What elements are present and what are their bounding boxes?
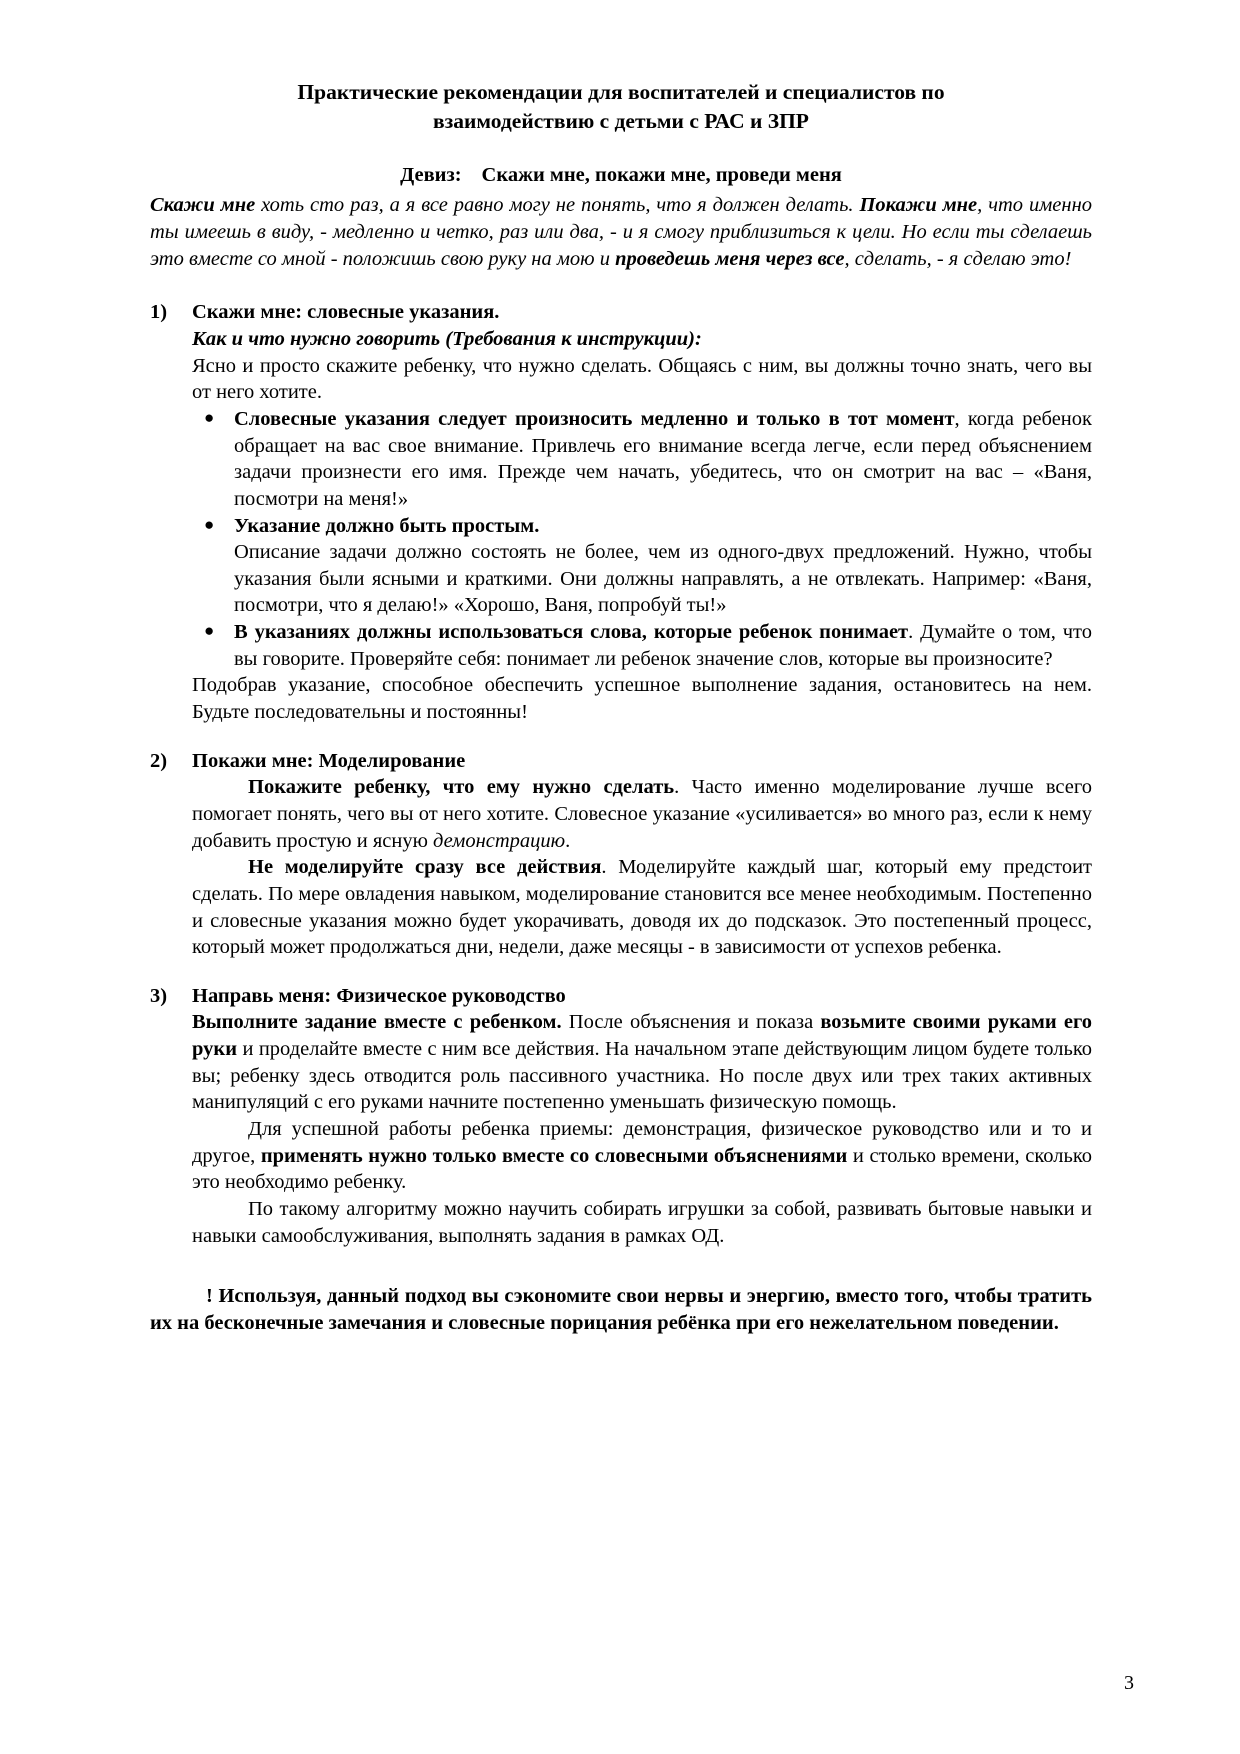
section-3-marker: 3): [150, 984, 168, 1007]
epigraph-bold-3: проведешь меня через все: [615, 248, 845, 271]
sections-list: [150, 299, 1092, 1249]
epigraph-text-3: , сделать, - я сделаю это!: [844, 248, 1072, 271]
section-1: [150, 299, 1092, 725]
motto-label: Девиз:: [400, 164, 462, 187]
page-title: [150, 78, 1092, 136]
list-item: [192, 619, 1092, 672]
section-2-p1-bold: Покажите ребенку, что ему нужно сделать: [248, 776, 675, 799]
bullet-1-rest: , когда ребенок обращает на вас свое внимание. Привлечь его внимание всегда легче, если перед объяснением задачи произнести его имя. Прежде чем начать, убедитесь, что он смотрит на вас – «Ваня, посмотри на меня!»: [234, 407, 1092, 510]
bullet-icon: ●: [204, 514, 215, 534]
bullet-icon: ●: [204, 407, 215, 427]
section-2-p1-text-1: . Часто именно моделирование лучше всего помогает понять, чего вы от него хотите. Словесное указание «усиливается» во много раз, если к нему добавить простую и ясную: [192, 776, 1092, 852]
section-2-p2-text: . Моделируйте каждый шаг, который ему предстоит сделать. По мере овладения навыком, моделирование становится все менее необходимым. Постепенно и словесные указания можно будет укорачивать, доводя их до подсказок. Это постепенный процесс, который может продолжаться дни, недели, даже месяцы - в зависимости от успехов ребенка.: [192, 856, 1093, 959]
section-3-title: Направь меня: Физическое руководство: [192, 984, 566, 1007]
section-2-title: Покажи мне: Моделирование: [192, 749, 466, 772]
page-title-line-1: Практические рекомендации для воспитателей и специалистов по: [297, 80, 945, 104]
section-2-marker: 2): [150, 749, 168, 772]
section-3-p2-bold: применять нужно только вместе со словесными объяснениями: [260, 1144, 848, 1167]
bullet-2-after: Описание задачи должно состоять не более, чем из одного-двух предложений. Нужно, чтобы указания были ясными и краткими. Они должны направлять, а не отвлекать. Например: «Ваня, посмотри, что я делаю!» «Хорошо, Ваня, попробуй ты!»: [234, 541, 1092, 617]
section-3-paragraph-3: По такому алгоритму можно научить собирать игрушки за собой, развивать бытовые навыки и навыки самообслуживания, выполнять задания в рамках ОД.: [192, 1197, 1092, 1247]
page-number: 3: [1124, 1672, 1134, 1694]
section-3-p1-bold-2: возьмите своими руками его руки: [192, 1011, 1093, 1061]
epigraph-text-1: хоть сто раз, а я все равно могу не понять, что я должен делать.: [255, 193, 860, 216]
section-3-paragraph-1: [192, 1009, 1092, 1116]
section-2-paragraph-1: [192, 774, 1092, 854]
section-1-title: Скажи мне: словесные указания.: [192, 301, 500, 324]
epigraph-bold-2: Покажи мне: [859, 193, 978, 216]
bullet-3-bold: В указаниях должны использоваться слова, которые ребенок понимает: [234, 621, 909, 644]
section-3: [150, 983, 1092, 1249]
closing-paragraph: ! Используя, данный подход вы сэкономите свои нервы и энергию, вместо того, чтобы тратить их на бесконечные замечания и словесные порицания ребёнка при его нежелательном поведении.: [150, 1285, 1092, 1335]
section-3-p1-text-1: После объяснения и показа: [561, 1011, 821, 1034]
section-3-p2-text-2: и столько времени, сколько это необходимо ребенку.: [192, 1144, 1092, 1194]
section-1-subtitle: Как и что нужно говорить (Требования к инструкции):: [192, 328, 702, 351]
list-item: [192, 406, 1092, 513]
section-2-p1-italic: демонстрацию: [433, 829, 566, 852]
bullet-2-bold: Указание должно быть простым.: [234, 514, 540, 537]
epigraph: [150, 192, 1092, 274]
section-3-p2-text-1: Для успешной работы ребенка приемы: демонстрация, физическое руководство или и то и другое,: [192, 1118, 1092, 1167]
section-3-p1-bold-1: Выполните задание вместе с ребенком.: [192, 1011, 562, 1034]
section-1-intro: Ясно и просто скажите ребенку, что нужно сделать. Общаясь с ним, вы должны точно знать, чего вы от него хотите.: [192, 354, 1092, 404]
page-title-line-2: взаимодействию с детьми с РАС и ЗПР: [433, 109, 809, 134]
epigraph-text-2: , что именно ты имеешь в виду, - медленно и четко, раз или два, - и я смогу приблизиться к цели. Но если ты сделаешь это вместе со мной - положишь свою руку на мою и: [150, 193, 1092, 271]
section-2-paragraph-2: [192, 854, 1092, 961]
section-2-p2-bold: Не моделируйте сразу все действия: [248, 856, 602, 879]
bullet-1-bold: Словесные указания следует произносить медленно и только в тот момент: [234, 407, 955, 430]
motto-text: Скажи мне, покажи мне, проведи меня: [481, 164, 842, 187]
section-1-closing: Подобрав указание, способное обеспечить успешное выполнение задания, остановитесь на нем. Будьте последовательны и постоянны!: [192, 674, 1092, 724]
section-1-bullets: [192, 406, 1092, 672]
bullet-1-text: [234, 406, 1092, 513]
section-2-p1-text-2: .: [565, 829, 571, 852]
bullet-3-text: [234, 619, 1092, 672]
motto-line: [150, 162, 1092, 189]
bullet-2-text: [234, 513, 1092, 540]
bullet-3-rest: . Думайте о том, что вы говорите. Проверяйте себя: понимает ли ребенок значение слов, которые вы произносите?: [234, 621, 1092, 670]
section-1-marker: 1): [150, 301, 168, 324]
epigraph-bold-1: Скажи мне: [150, 193, 256, 216]
bullet-icon: ●: [204, 621, 215, 641]
list-item: [192, 513, 1092, 620]
section-3-paragraph-2: [192, 1116, 1092, 1196]
section-2: [150, 748, 1092, 961]
section-3-p1-text-2: и проделайте вместе с ним все действия. На начальном этапе действующим лицом будете только вы; ребенку здесь отводится роль пассивного участника. Но после двух или трех таких активных манипуляций с его руками начните постепенно уменьшать физическую помощь.: [192, 1038, 1092, 1114]
